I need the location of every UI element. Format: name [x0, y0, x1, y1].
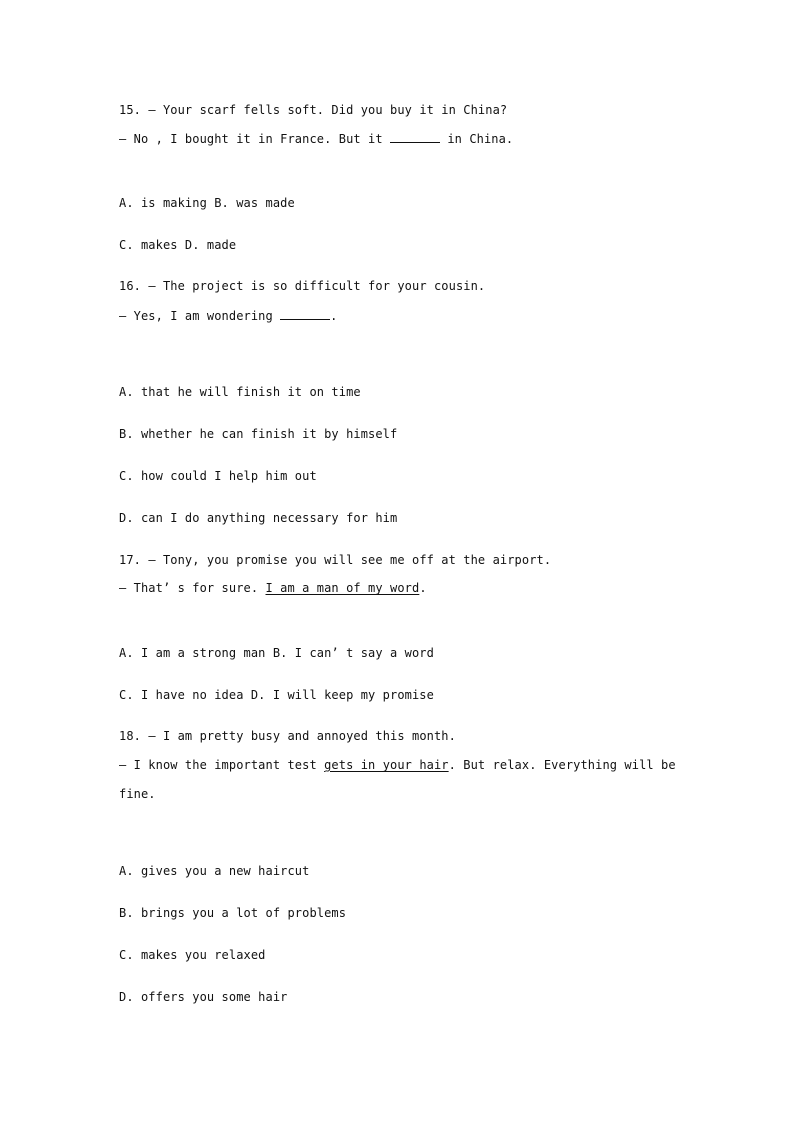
question-text: — Tony, you promise you will see me off at the airport.	[148, 553, 552, 567]
question-18-reply-continued: fine.	[119, 787, 156, 801]
question-number: 15.	[119, 103, 141, 117]
answer-blank	[390, 130, 440, 143]
question-16-option-c: C. how could I help him out	[119, 469, 317, 483]
question-16-reply: — Yes, I am wondering .	[119, 309, 338, 323]
question-text: — The project is so difficult for your cousin.	[148, 279, 486, 293]
question-17-option-cd: C. I have no idea D. I will keep my promise	[119, 688, 434, 702]
answer-blank	[280, 307, 330, 320]
question-15-reply: — No , I bought it in France. But it in China.	[119, 132, 514, 146]
question-16-prompt	[119, 278, 485, 294]
question-text: — Your scarf fells soft. Did you buy it in China?	[148, 103, 508, 117]
question-number: 16.	[119, 279, 141, 293]
question-number: 18.	[119, 729, 141, 743]
question-15-prompt	[119, 102, 507, 118]
question-17-reply: — That’ s for sure. I am a man of my word.	[119, 581, 427, 595]
question-number: 17.	[119, 553, 141, 567]
question-15-option-cd: C. makes D. made	[119, 238, 237, 252]
question-18-prompt	[119, 728, 456, 744]
question-15-option-ab: A. is making B. was made	[119, 196, 295, 210]
question-18-option-b: B. brings you a lot of problems	[119, 906, 347, 920]
question-16-option-d: D. can I do anything necessary for him	[119, 511, 398, 525]
question-text: — I am pretty busy and annoyed this month.	[148, 729, 456, 743]
question-18-option-a: A. gives you a new haircut	[119, 864, 310, 878]
question-18-reply: — I know the important test gets in your hair. But relax. Everything will be	[119, 758, 676, 772]
underlined-phrase: I am a man of my word	[265, 581, 420, 595]
question-18-option-c: C. makes you relaxed	[119, 948, 266, 962]
question-17-prompt	[119, 552, 551, 568]
question-18-option-d: D. offers you some hair	[119, 990, 288, 1004]
question-16-option-b: B. whether he can finish it by himself	[119, 427, 398, 441]
question-17-option-ab: A. I am a strong man B. I can’ t say a word	[119, 646, 434, 660]
question-16-option-a: A. that he will finish it on time	[119, 385, 361, 399]
underlined-phrase: gets in your hair	[324, 758, 449, 772]
